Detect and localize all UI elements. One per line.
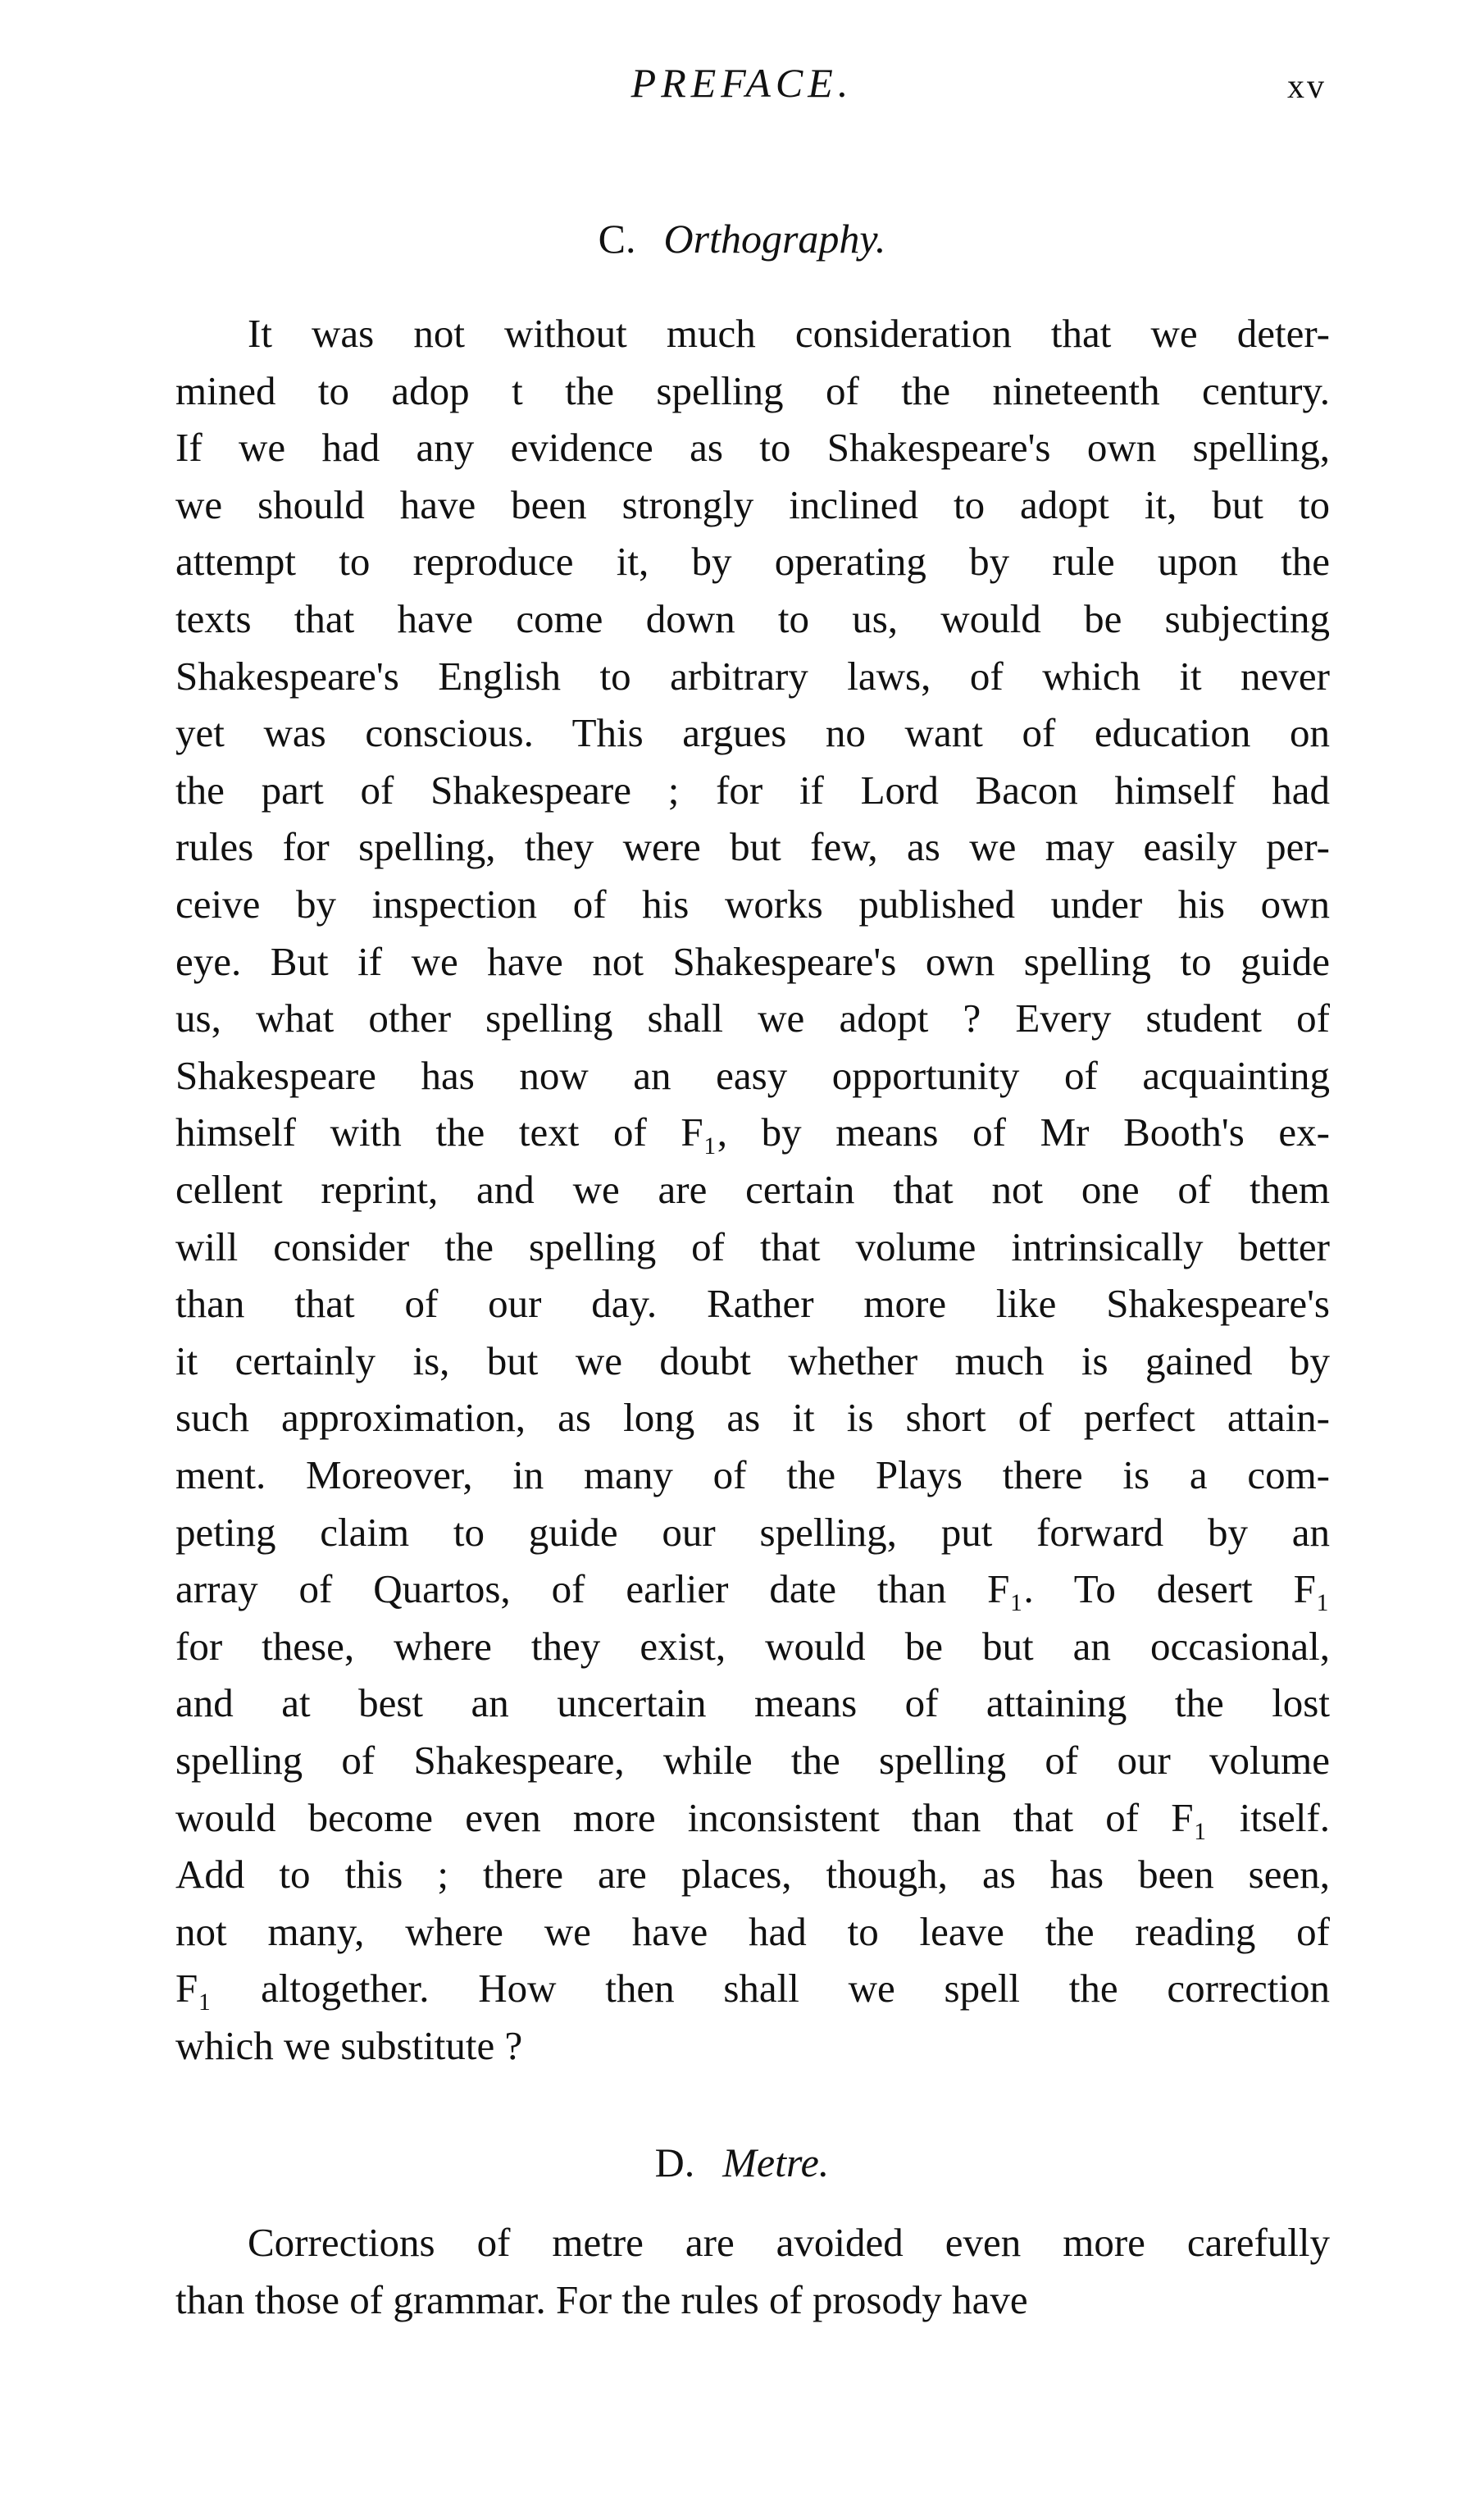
section-heading-orthography (0, 215, 1484, 262)
text-line: and at best an uncertain means of attaining the lost (175, 1680, 1330, 1726)
text-line: Shakespeare's English to arbitrary laws, of which it never (175, 653, 1330, 699)
page-number: xv (1287, 68, 1327, 106)
text-line: us, what other spelling shall we adopt ? Every student of (175, 996, 1330, 1041)
text-line: Add to this ; there are places, though, as has been seen, (175, 1852, 1330, 1898)
text-line: would become even more inconsistent than that of F₁ itself. (175, 1794, 1330, 1840)
text-line: If we had any evidence as to Shakespeare's own spelling, (175, 425, 1330, 471)
text-line: for these, where they exist, would be but an occasional, (175, 1623, 1330, 1669)
section-label: C. (598, 216, 636, 262)
text-line: ment. Moreover, in many of the Plays there is a com- (175, 1452, 1330, 1497)
text-line: It was not without much consideration that we deter- (248, 311, 1330, 356)
text-line: texts that have come down to us, would be subjecting (175, 596, 1330, 641)
text-line: array of Quartos, of earlier date than F₁. To desert F₁ (175, 1566, 1330, 1612)
text-line: which we substitute ? (175, 2023, 523, 2068)
text-line: spelling of Shakespeare, while the spelling of our volume (175, 1738, 1330, 1783)
text-line: not many, where we have had to leave the reading of (175, 1908, 1330, 1954)
text-line: himself with the text of F₁, by means of Mr Booth's ex- (175, 1109, 1330, 1155)
text-line: ceive by inspection of his works published under his own (175, 882, 1330, 927)
running-head-title: PREFACE. (630, 60, 854, 106)
text-line: such approximation, as long as it is short of perfect attain- (175, 1395, 1330, 1441)
text-line: peting claim to guide our spelling, put forward by an (175, 1509, 1330, 1555)
text-line: rules for spelling, they were but few, as we may easily per- (175, 824, 1330, 870)
text-line: F₁ altogether. How then shall we spell the correction (175, 1966, 1330, 2012)
text-line: Shakespeare has now an easy opportunity of acquainting (175, 1052, 1330, 1098)
section-title: Metre. (722, 2139, 830, 2185)
text-line: cellent reprint, and we are certain that not one of them (175, 1167, 1330, 1212)
running-head (0, 59, 1484, 116)
text-line: we should have been strongly inclined to adopt it, but to (175, 481, 1330, 527)
text-line: than those of grammar. For the rules of prosody have (175, 2277, 1028, 2322)
text-line: yet was conscious. This argues no want of education on (175, 710, 1330, 756)
text-line: Corrections of metre are avoided even more carefully (248, 2220, 1330, 2265)
section-heading-metre (0, 2139, 1484, 2186)
section-label: D. (654, 2139, 695, 2185)
text-line: it certainly is, but we doubt whether much is gained by (175, 1337, 1330, 1383)
text-line: the part of Shakespeare ; for if Lord Bacon himself had (175, 767, 1330, 813)
section-title: Orthography. (663, 216, 886, 262)
text-line: attempt to reproduce it, by operating by rule upon the (175, 539, 1330, 585)
text-line: will consider the spelling of that volume intrinsically better (175, 1223, 1330, 1269)
text-line: mined to adop t the spelling of the nineteenth century. (175, 367, 1330, 413)
text-line: than that of our day. Rather more like Shakespeare's (175, 1281, 1330, 1327)
text-line: eye. But if we have not Shakespeare's own spelling to guide (175, 938, 1330, 984)
